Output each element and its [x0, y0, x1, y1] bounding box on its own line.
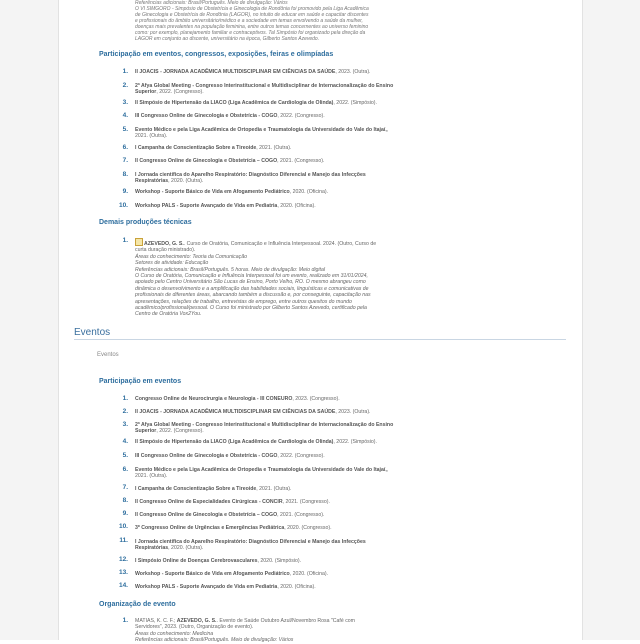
list-number: 10. [118, 523, 128, 530]
ref-line: doenças mais prevalentes na população feminina, entre outros temas concernentes ao universo feminino [135, 24, 369, 30]
list-item: Workshop PALS - Suporte Avançado de Vida em Pediatria, 2020. (Oficina). [135, 584, 316, 590]
list-item: Workshop - Suporte Básico de Vida em Afogamento Pediátrico, 2020. (Oficina). [135, 571, 329, 577]
list-number: 1. [122, 68, 128, 75]
list-item: Evento Médico e pela Liga Acadêmica de Ortopedia e Traumatologia da Universidade do Vale do Itajaí,, 2021. (Outra). [135, 127, 389, 140]
list-number: 2. [122, 82, 128, 89]
list-number: 7. [122, 157, 128, 164]
list-number: 1. [122, 395, 128, 402]
list-number: 6. [122, 144, 128, 151]
list-item: II Congresso Online de Ginecologia e Obstetrícia – COGO, 2021. (Congresso). [135, 158, 325, 164]
eventos-divider [74, 339, 566, 340]
list-number: 3. [122, 421, 128, 428]
list-number: 4. [122, 438, 128, 445]
ref-line: Referências adicionais: Brasil/Português. Meio de divulgação: Vários [135, 0, 288, 6]
list-item: 3º Congresso Online de Urgências e Emergências Pediátrica, 2020. (Congresso). [135, 525, 332, 531]
section-title-demais-producoes: Demais produções técnicas [99, 219, 192, 226]
list-item: II JOACIS - JORNADA ACADÊMICA MULTIDISCIPLINAR EM CIÊNCIAS DA SAÚDE, 2023. (Outra). [135, 69, 371, 75]
list-item: II Simpósio de Hipertensão da LIACO (Liga Acadêmica de Cardiologia de Olinda), 2022. (Simpósio). [135, 100, 377, 106]
ref-line: como: por exemplo, planejamento familiar e contraceptivos. Tal Simpósio foi organizado pela direção da [135, 30, 366, 36]
right-margin [582, 0, 640, 640]
ref-line: O VI SIMGORO - Simpósio de Obstetrícia e Ginecologia de Rondônia foi promovido pela Liga Acadêmica [135, 6, 369, 12]
ref-line: e profissionais do âmbito universitário/médico e a sociedade em temas envolvendo a saúde da mulher, [135, 18, 363, 24]
list-item: Workshop PALS - Suporte Avançado de Vida em Pediatria, 2020. (Oficina). [135, 203, 316, 209]
list-number: 1. [122, 617, 128, 624]
list-item: III Congresso Online de Ginecologia e Obstetrícia - COGO, 2022. (Congresso). [135, 453, 325, 459]
list-item: III Congresso Online de Ginecologia e Obstetrícia - COGO, 2022. (Congresso). [135, 113, 325, 119]
list-item: I Jornada científica do Aparelho Respiratório: Diagnóstico Diferencial e Manejo das Infecções Respiratórias, 2020. (Outra). [135, 539, 366, 552]
list-number: 4. [122, 112, 128, 119]
list-number: 2. [122, 408, 128, 415]
left-margin [0, 0, 58, 640]
list-number: 5. [122, 452, 128, 459]
list-number: 14. [118, 582, 128, 589]
list-item: II Congresso Online de Ginecologia e Obstetrícia – COGO, 2021. (Congresso). [135, 512, 325, 518]
list-number: 5. [122, 126, 128, 133]
list-item: 2ª Afya Global Meeting - Congresso Interinstitucional e Multidisciplinar de Internacionalização do Ensino Superior, 2022. (Congresso). [135, 83, 394, 96]
list-item: II Congresso Online de Especialidades Cirúrgicas - CONCIR, 2021. (Congresso). [135, 499, 330, 505]
list-number: 7. [122, 484, 128, 491]
list-item: 2ª Afya Global Meeting - Congresso Interinstitucional e Multidisciplinar de Internacionalização do Ensino Superior, 2022. (Congresso). [135, 422, 394, 435]
section-title-organizacao-evento: Organização de evento [99, 601, 176, 608]
previous-item-references [135, 0, 397, 42]
list-number: 6. [122, 466, 128, 473]
highlight-star-icon [135, 238, 143, 246]
list-number: 8. [122, 497, 128, 504]
list-number: 9. [122, 188, 128, 195]
list-item: AZEVEDO, G. S.. Curso de Oratória, Comunicação e Influência Interpessoal. 2024. (Outro, Curso de curta duração ministrado). Áreas do conhecimento: Teoria da Comunicação Setores de atividade: Educação Referências adicionais: Brasil/Português. 5 horas. Meio de divulgação: Meio digital O Curso de Oratória, Comunicação e Influência Interpessoal foi um evento, realizado em 31/01/2024, apoiado pelo Centro Universitário São Lucas de Ensino, Porto Velho, RO. O mesmo abrangeu como dinâmica o desenvolvimento e a amplificação das habilidades sociais, linguísticas e comunicativas de profissionais de diferentes áreas, abarcando também a discussão e, por conseguinte, capacitação nas apresentações, relações de trabalho, entrevistas de emprego, entre outros quesitos do mundo acadêmico/profissional/pessoal. O Curso foi ministrado por Gilberto Santos Azevedo, certificado pela Centro de Oratória Vox2You. [135, 238, 397, 318]
section-title-participacao-eventos: Participação em eventos [99, 378, 182, 385]
list-item: Workshop - Suporte Básico de Vida em Afogamento Pediátrico, 2020. (Oficina). [135, 189, 329, 195]
list-item: Congresso Online de Neurocirurgia e Neurologia - III CONEURO, 2023. (Congresso). [135, 396, 340, 402]
list-number: 9. [122, 510, 128, 517]
list-item: I Campanha de Conscientização Sobre a Tireoide, 2021. (Outra). [135, 145, 292, 151]
list-item: I Campanha de Conscientização Sobre a Tireoide, 2021. (Outra). [135, 486, 292, 492]
eventos-heading: Eventos [74, 327, 111, 338]
list-number: 10. [118, 202, 128, 209]
list-number: 12. [118, 556, 128, 563]
ref-line: de Ginecologia e Obstetrícia de Rondônia (LAGOR), no intuito de educar em saúde e capacitar discentes [135, 12, 369, 18]
list-number: 3. [122, 99, 128, 106]
list-item: I Simpósio Online de Doenças Cerebrovasculares, 2020. (Simpósio). [135, 558, 302, 564]
list-item: II JOACIS - JORNADA ACADÊMICA MULTIDISCIPLINAR EM CIÊNCIAS DA SAÚDE, 2023. (Outra). [135, 409, 371, 415]
right-border [582, 0, 583, 640]
eventos-sublabel: Eventos [97, 352, 119, 358]
list-number: 8. [122, 171, 128, 178]
list-number: 13. [118, 569, 128, 576]
list-item: I Jornada científica do Aparelho Respiratório: Diagnóstico Diferencial e Manejo das Infecções Respiratórias, 2020. (Outra). [135, 172, 366, 185]
list-number: 1. [122, 237, 128, 244]
list-item: II Simpósio de Hipertensão da LIACO (Liga Acadêmica de Cardiologia de Olinda), 2022. (Simpósio). [135, 439, 377, 445]
left-border [58, 0, 59, 640]
list-number: 11. [119, 537, 128, 544]
list-item: Evento Médico e pela Liga Acadêmica de Ortopedia e Traumatologia da Universidade do Vale do Itajaí,, 2021. (Outra). [135, 467, 389, 480]
list-item: MATIAS, K. C. F.; AZEVEDO, G. S.. Evento de Saúde Outubro Azul/Novembro Rosa "Café com Servidores", 2023. (Outro, Organização de evento). Áreas do conhecimento: Medicina Referências adicionais: Brasil/Português. Meio de divulgação: Vários [135, 618, 356, 644]
ref-line: LAGOR em conjunto ao discente, universitário na época, Gilberto Santos Azevedo. [135, 36, 320, 42]
section-title-participacao-congressos: Participação em eventos, congressos, exposições, feiras e olimpíadas [99, 51, 334, 58]
